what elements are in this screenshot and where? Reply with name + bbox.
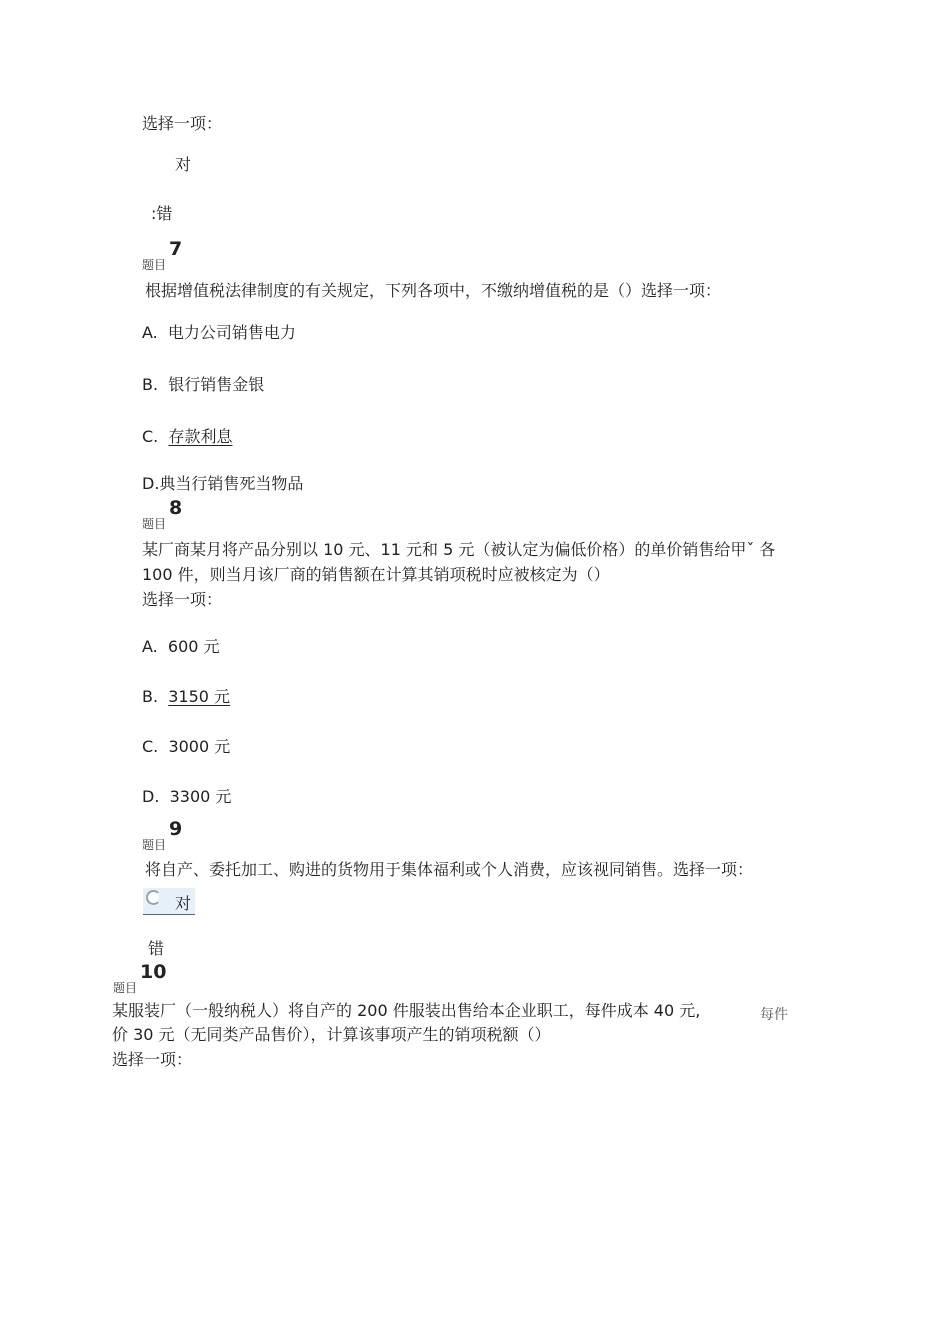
q8-option-b-letter: B. [142,687,159,706]
q7-option-a-letter: A. [142,323,158,342]
q6-option-false[interactable]: :错 [151,204,173,223]
q10-number: 10 [140,961,167,983]
q7-option-d-letter: D. [142,474,160,493]
q8-option-a-text: 600 元 [167,637,220,656]
q9-option-false[interactable]: 错 [148,939,165,958]
radio-button-icon[interactable] [146,890,161,905]
q8-option-d-text: 3300 元 [169,787,232,806]
q8-option-c-letter: C. [142,737,159,756]
q10-select-prompt: 选择一项： [112,1050,193,1069]
q9-label: 题目 [142,838,167,852]
q7-option-b-letter: B. [142,375,159,394]
q8-select-prompt: 选择一项： [142,590,223,609]
q8-text-line2: 100 件，则当月该厂商的销售额在计算其销项税时应被核定为（） [142,565,610,584]
q9-number: 9 [169,818,183,840]
q10-text-line1: 某服装厂（一般纳税人）将自产的 200 件服装出售给本企业职工，每件成本 40 元, [112,1001,701,1020]
q7-option-c-text: 存款利息 [168,427,233,446]
q7-option-a-text: 电力公司销售电力 [167,323,296,342]
q8-option-b-text: 3150 元 [168,687,231,706]
q8-option-d[interactable] [142,787,231,807]
q7-option-d-text: 典当行销售死当物品 [159,474,304,493]
q8-number: 8 [169,497,183,519]
q7-label: 题目 [142,258,167,272]
q10-text-line2: 价 30 元（无同类产品售价），计算该事项产生的销项税额（） [112,1025,551,1044]
q8-option-c[interactable] [142,737,230,757]
q7-option-a[interactable] [142,323,296,343]
q7-option-b-text: 银行销售金银 [168,375,265,394]
q10-text-line1-tail: 每件 [760,1007,788,1023]
q8-label: 题目 [142,517,167,531]
q8-option-b[interactable] [142,687,230,707]
q7-option-d[interactable] [142,474,303,494]
q8-option-c-text: 3000 元 [168,737,231,756]
q6-option-true[interactable]: 对 [175,155,192,174]
q7-number: 7 [169,238,183,260]
q7-text: 根据增值税法律制度的有关规定，下列各项中，不缴纳增值税的是（）选择一项： [145,281,722,300]
q9-option-true-label: 对 [175,894,192,913]
q6-select-prompt: 选择一项： [142,114,223,133]
q8-option-d-letter: D. [142,787,160,806]
q10-label: 题目 [113,981,138,995]
q7-option-c[interactable] [142,427,232,447]
q9-option-true[interactable] [143,888,195,915]
q7-option-b[interactable] [142,375,264,395]
q8-option-a[interactable] [142,637,220,657]
q8-option-a-letter: A. [142,637,158,656]
q7-option-c-letter: C. [142,427,159,446]
q9-text: 将自产、委托加工、购进的货物用于集体福利或个人消费，应该视同销售。选择一项： [145,860,754,879]
q8-text-line1: 某厂商某月将产品分别以 10 元、11 元和 5 元（被认定为偏低价格）的单价销售给甲ˇ 各 [142,540,776,559]
